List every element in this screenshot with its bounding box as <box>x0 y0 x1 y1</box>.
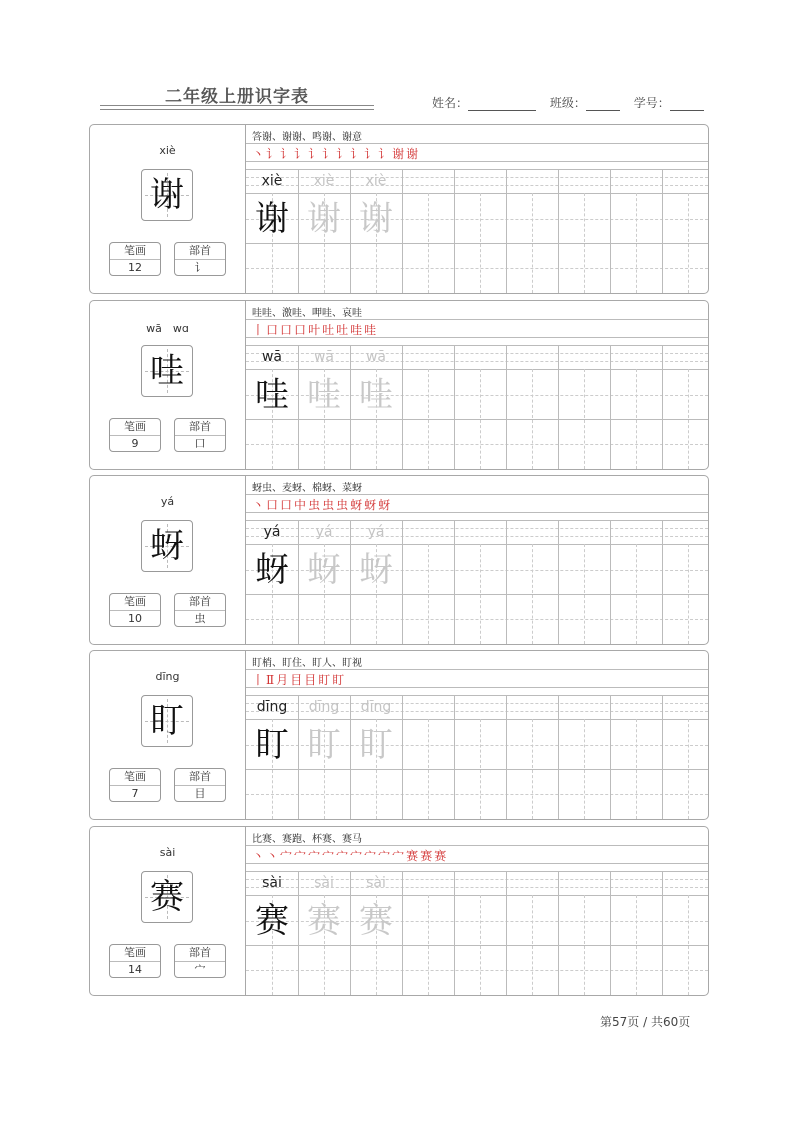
stroke-step: 哇 <box>364 323 379 337</box>
model-character: 谢 <box>255 199 289 239</box>
grid-center-line <box>428 369 429 469</box>
stroke-step: 谢 <box>392 147 407 161</box>
trace-character[interactable]: 哇 <box>359 375 393 415</box>
stroke-count-value: 14 <box>128 963 142 976</box>
stroke-step: 讠 <box>350 147 365 161</box>
char-card-1 <box>89 124 709 294</box>
char-info-panel <box>90 827 246 995</box>
stroke-step: 宀 <box>392 849 407 863</box>
grid-column-line <box>454 345 455 469</box>
stroke-step: 丶 <box>252 147 267 161</box>
stroke-step: 丶 <box>252 849 267 863</box>
stroke-count-box <box>109 593 161 627</box>
example-words: 答谢、谢谢、鸣谢、谢意 <box>252 132 362 143</box>
grid-center-line <box>532 719 533 819</box>
class-label: 班级： <box>549 96 586 110</box>
grid-center-line <box>688 719 689 819</box>
stroke-step: 宀 <box>294 849 309 863</box>
example-words: 蚜虫、麦蚜、棉蚜、菜蚜 <box>252 483 362 494</box>
grid-column-line <box>558 695 559 819</box>
char-display: 哇 <box>150 351 184 391</box>
stroke-step: 宀 <box>364 849 379 863</box>
model-pinyin: dīng <box>256 699 288 715</box>
trace-character[interactable]: 盯 <box>359 725 393 765</box>
number-field[interactable] <box>634 96 704 110</box>
grid-center-line <box>688 895 689 995</box>
grid-column-line <box>402 345 403 469</box>
grid-column-line <box>610 169 611 293</box>
stroke-step: 讠 <box>364 147 379 161</box>
grid-center-line <box>428 544 429 644</box>
divider <box>246 669 708 670</box>
grid-column-line <box>558 345 559 469</box>
stroke-step: 虫 <box>322 498 337 512</box>
char-pinyin: wā wɑ <box>146 322 189 335</box>
char-info-panel <box>90 301 246 469</box>
stroke-step: 赛 <box>434 849 449 863</box>
grid-column-line <box>662 169 663 293</box>
grid-column-line <box>506 871 507 995</box>
divider <box>246 687 708 688</box>
grid-column-line <box>610 520 611 644</box>
stroke-step: 宀 <box>280 849 295 863</box>
stroke-count-label: 笔画 <box>110 945 160 962</box>
stroke-step: 蚜 <box>378 498 393 512</box>
radical-box <box>174 242 226 276</box>
grid-column-line <box>506 520 507 644</box>
class-field[interactable] <box>550 96 620 110</box>
name-field[interactable] <box>432 96 536 110</box>
char-display-box <box>141 169 193 221</box>
stroke-step: 口 <box>294 323 309 337</box>
stroke-order-sequence <box>252 321 378 338</box>
divider <box>246 494 708 495</box>
grid-center-line <box>428 895 429 995</box>
trace-pinyin: xiè <box>365 173 387 189</box>
radical-value: 讠 <box>194 261 206 274</box>
example-words: 哇哇、激哇、呷哇、哀哇 <box>252 308 362 319</box>
stroke-order-sequence <box>252 496 392 513</box>
stroke-step: 哇 <box>350 323 365 337</box>
grid-center-line <box>636 193 637 293</box>
stroke-step: 讠 <box>266 147 281 161</box>
divider <box>246 143 708 144</box>
stroke-order-sequence <box>252 847 448 864</box>
grid-column-line <box>662 345 663 469</box>
stroke-step: 虫 <box>308 498 323 512</box>
model-character: 蚜 <box>255 550 289 590</box>
char-card-4 <box>89 650 709 820</box>
stroke-step: 谢 <box>406 147 421 161</box>
grid-center-line <box>532 369 533 469</box>
grid-column-line <box>454 169 455 293</box>
char-card-2 <box>89 300 709 470</box>
student-info-header <box>432 94 714 111</box>
stroke-step: 目 <box>304 673 319 687</box>
grid-column-line <box>454 695 455 819</box>
grid-column-line <box>402 695 403 819</box>
char-display: 赛 <box>150 877 184 917</box>
char-display: 盯 <box>150 701 184 741</box>
stroke-step: 宀 <box>378 849 393 863</box>
practice-panel <box>246 651 708 819</box>
stroke-count-value: 9 <box>131 437 139 450</box>
grid-center-line <box>428 719 429 819</box>
trace-pinyin: yá <box>315 524 333 540</box>
radical-box <box>174 418 226 452</box>
stroke-step: 蚜 <box>350 498 365 512</box>
grid-center-line <box>584 719 585 819</box>
stroke-step: 蚜 <box>364 498 379 512</box>
radical-value: 虫 <box>194 612 206 625</box>
stroke-step: 吐 <box>336 323 351 337</box>
stroke-count-label: 笔画 <box>110 419 160 436</box>
char-display: 蚜 <box>150 526 184 566</box>
grid-center-line <box>584 193 585 293</box>
model-pinyin: xiè <box>261 173 283 189</box>
grid-column-line <box>558 169 559 293</box>
stroke-count-value: 7 <box>131 787 139 800</box>
trace-pinyin: xiè <box>313 173 335 189</box>
grid-center-line <box>428 193 429 293</box>
model-pinyin: yá <box>263 524 281 540</box>
grid-column-line <box>610 345 611 469</box>
radical-label: 部首 <box>175 945 225 962</box>
grid-center-line <box>480 895 481 995</box>
grid-column-line <box>610 695 611 819</box>
grid-column-line <box>402 169 403 293</box>
grid-column-line <box>402 871 403 995</box>
divider <box>246 863 708 864</box>
grid-center-line <box>584 895 585 995</box>
grid-center-line <box>636 369 637 469</box>
trace-pinyin: dīng <box>360 699 392 715</box>
grid-column-line <box>454 871 455 995</box>
grid-center-line <box>480 369 481 469</box>
practice-panel <box>246 476 708 644</box>
stroke-step: 丨 <box>252 673 267 687</box>
stroke-step: 中 <box>294 498 309 512</box>
divider <box>246 845 708 846</box>
stroke-step: 宀 <box>336 849 351 863</box>
stroke-step: 口 <box>266 498 281 512</box>
char-info-panel <box>90 125 246 293</box>
stroke-count-box <box>109 418 161 452</box>
grid-center-line <box>532 895 533 995</box>
trace-character[interactable]: 盯 <box>307 725 341 765</box>
char-pinyin: dīng <box>155 670 180 683</box>
page-title: 二年级上册识字表 <box>165 87 309 107</box>
stroke-step: 宀 <box>322 849 337 863</box>
grid-column-line <box>610 871 611 995</box>
radical-label: 部首 <box>175 243 225 260</box>
trace-character[interactable]: 哇 <box>307 375 341 415</box>
grid-center-line <box>532 193 533 293</box>
radical-box <box>174 593 226 627</box>
grid-column-line <box>662 871 663 995</box>
stroke-step: 吐 <box>322 323 337 337</box>
trace-character[interactable]: 蚜 <box>307 550 341 590</box>
stroke-step: 讠 <box>378 147 393 161</box>
stroke-step: 盯 <box>318 673 333 687</box>
char-pinyin: xiè <box>159 144 176 157</box>
stroke-step: Ⅱ <box>266 673 277 687</box>
grid-column-line <box>558 871 559 995</box>
char-info-panel <box>90 651 246 819</box>
stroke-count-value: 10 <box>128 612 142 625</box>
char-display-box <box>141 871 193 923</box>
grid-center-line <box>688 544 689 644</box>
char-display-box <box>141 695 193 747</box>
grid-column-line <box>662 520 663 644</box>
trace-character[interactable]: 蚜 <box>359 550 393 590</box>
stroke-step: 讠 <box>294 147 309 161</box>
stroke-step: 宀 <box>350 849 365 863</box>
divider <box>246 512 708 513</box>
number-label: 学号： <box>633 96 670 110</box>
char-pinyin: yá <box>160 495 175 508</box>
radical-label: 部首 <box>175 769 225 786</box>
practice-panel <box>246 301 708 469</box>
grid-center-line <box>480 719 481 819</box>
grid-column-line <box>506 169 507 293</box>
stroke-step: 目 <box>290 673 305 687</box>
stroke-step: 虫 <box>336 498 351 512</box>
stroke-count-value: 12 <box>128 261 142 274</box>
grid-center-line <box>636 719 637 819</box>
practice-panel <box>246 125 708 293</box>
grid-center-line <box>584 544 585 644</box>
example-words: 盯梢、盯住、盯人、盯视 <box>252 658 362 669</box>
trace-character[interactable]: 谢 <box>307 199 341 239</box>
char-info-panel <box>90 476 246 644</box>
stroke-step: 口 <box>280 498 295 512</box>
radical-box <box>174 944 226 978</box>
radical-value: 宀 <box>194 963 206 976</box>
char-display-box <box>141 345 193 397</box>
char-display: 谢 <box>150 175 184 215</box>
stroke-step: 口 <box>266 323 281 337</box>
radical-label: 部首 <box>175 419 225 436</box>
grid-center-line <box>636 544 637 644</box>
trace-pinyin: yá <box>367 524 385 540</box>
practice-panel <box>246 827 708 995</box>
stroke-order-sequence <box>252 671 346 688</box>
trace-character[interactable]: 赛 <box>359 901 393 941</box>
model-character: 哇 <box>255 375 289 415</box>
char-pinyin: sài <box>159 846 176 859</box>
title-rule-bottom <box>100 109 374 110</box>
stroke-count-label: 笔画 <box>110 769 160 786</box>
trace-pinyin: sài <box>366 875 386 891</box>
stroke-step: 讠 <box>308 147 323 161</box>
char-card-3 <box>89 475 709 645</box>
title-rule-top <box>100 105 374 106</box>
stroke-count-label: 笔画 <box>110 243 160 260</box>
model-character: 盯 <box>255 725 289 765</box>
stroke-count-label: 笔画 <box>110 594 160 611</box>
grid-center-line <box>480 544 481 644</box>
stroke-order-sequence <box>252 145 420 162</box>
radical-value: 目 <box>194 787 206 800</box>
grid-column-line <box>454 520 455 644</box>
divider <box>246 337 708 338</box>
radical-value: 口 <box>194 437 206 450</box>
grid-column-line <box>558 520 559 644</box>
trace-pinyin: wā <box>365 349 387 365</box>
model-character: 赛 <box>255 901 289 941</box>
radical-box <box>174 768 226 802</box>
stroke-count-box <box>109 768 161 802</box>
divider <box>246 161 708 162</box>
name-label: 姓名： <box>432 96 469 110</box>
stroke-step: 赛 <box>420 849 435 863</box>
stroke-step: 宀 <box>308 849 323 863</box>
grid-center-line <box>688 193 689 293</box>
stroke-count-box <box>109 242 161 276</box>
char-display-box <box>141 520 193 572</box>
stroke-step: 口 <box>280 323 295 337</box>
stroke-step: 丶 <box>252 498 267 512</box>
model-pinyin: sài <box>262 875 282 891</box>
grid-column-line <box>662 695 663 819</box>
grid-column-line <box>506 345 507 469</box>
grid-center-line <box>532 544 533 644</box>
stroke-step: 丶 <box>266 849 281 863</box>
grid-center-line <box>636 895 637 995</box>
trace-pinyin: sài <box>314 875 334 891</box>
divider <box>246 319 708 320</box>
stroke-count-box <box>109 944 161 978</box>
model-pinyin: wā <box>261 349 283 365</box>
grid-center-line <box>480 193 481 293</box>
grid-column-line <box>402 520 403 644</box>
char-card-5 <box>89 826 709 996</box>
trace-pinyin: wā <box>313 349 335 365</box>
stroke-step: 赛 <box>406 849 421 863</box>
stroke-step: 讠 <box>322 147 337 161</box>
stroke-step: 丨 <box>252 323 267 337</box>
trace-character[interactable]: 赛 <box>307 901 341 941</box>
radical-label: 部首 <box>175 594 225 611</box>
trace-character[interactable]: 谢 <box>359 199 393 239</box>
grid-center-line <box>584 369 585 469</box>
stroke-step: 盯 <box>332 673 347 687</box>
example-words: 比赛、赛跑、杯赛、赛马 <box>252 834 362 845</box>
page-number: 第57页 / 共60页 <box>600 1015 691 1029</box>
stroke-step: 叶 <box>308 323 323 337</box>
grid-center-line <box>688 369 689 469</box>
stroke-step: 月 <box>276 673 291 687</box>
stroke-step: 讠 <box>336 147 351 161</box>
trace-pinyin: dīng <box>308 699 340 715</box>
grid-column-line <box>506 695 507 819</box>
stroke-step: 讠 <box>280 147 295 161</box>
